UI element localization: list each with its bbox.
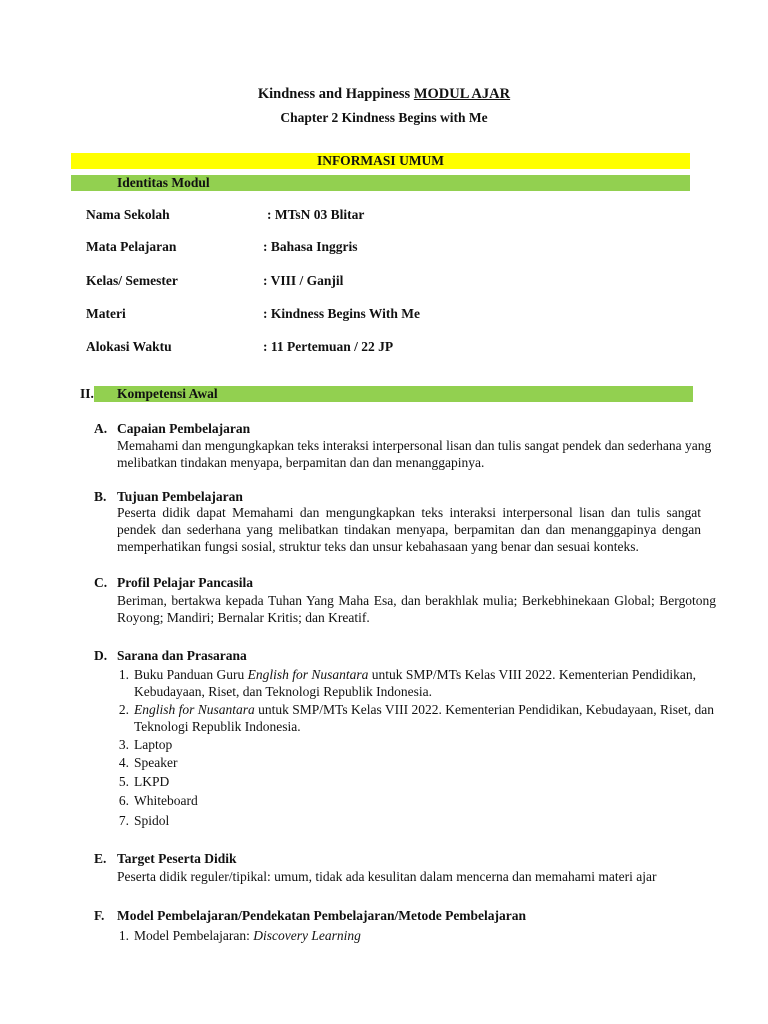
- document-subtitle: Chapter 2 Kindness Begins with Me: [280, 110, 488, 125]
- sarana-item-4-number: 4.: [118, 755, 129, 770]
- section-2-number: II.: [80, 386, 94, 401]
- document-title: [0, 86, 768, 103]
- model-pembelajaran-heading: Model Pembelajaran/Pendekatan Pembelajaran/Metode Pembelajaran: [117, 908, 527, 923]
- model-item-1-pre: Model Pembelajaran:: [134, 928, 254, 943]
- tujuan-pembelajaran-text: Peserta didik dapat Memahami dan mengungkapkan teks interaksi interpersonal lisan dan tulis sangat pendek dan sederhana yang melibatkan tindakan menyapa, berpamitan dan dan menanggapinya dengan memperhatikan fungsi sosial, struktur teks dan unsur kebahasaan yang benar dan sesuai konteks.: [117, 505, 701, 554]
- sarana-item-6: Whiteboard: [134, 793, 198, 808]
- tujuan-pembelajaran-heading: Tujuan Pembelajaran: [117, 489, 243, 504]
- informasi-umum-label: INFORMASI UMUM: [316, 153, 445, 168]
- sarana-item-2-italic: English for Nusantara: [134, 702, 255, 717]
- sarana-item-1-number: 1.: [118, 667, 129, 682]
- target-peserta-text: Peserta didik reguler/tipikal: umum, tidak ada kesulitan dalam mencerna dan memahami materi ajar: [117, 869, 657, 884]
- identitas-modul-bar: [71, 175, 690, 191]
- sarana-item-2-number: 2.: [118, 702, 129, 717]
- profil-pelajar-heading: Profil Pelajar Pancasila: [117, 575, 253, 590]
- value-mata-pelajaran: : Bahasa Inggris: [263, 239, 358, 254]
- target-peserta-heading: Target Peserta Didik: [117, 851, 237, 866]
- model-item-1-italic: Discovery Learning: [253, 928, 361, 943]
- subsection-c-letter: C.: [94, 575, 108, 590]
- kompetensi-awal-bar: [94, 386, 693, 402]
- sarana-item-1: [134, 666, 716, 700]
- label-kelas-semester: Kelas/ Semester: [86, 273, 178, 288]
- value-alokasi-waktu: : 11 Pertemuan / 22 JP: [263, 339, 394, 354]
- sarana-item-5-number: 5.: [118, 774, 129, 789]
- label-materi: Materi: [86, 306, 126, 321]
- sarana-item-1-pre: Buku Panduan Guru: [134, 667, 248, 682]
- model-item-1-number: 1.: [118, 928, 129, 943]
- capaian-pembelajaran-text: Memahami dan mengungkapkan teks interaksi interpersonal lisan dan tulis sangat pendek dan sederhana yang melibatkan tindakan menyapa, berpamitan dan dan menanggapinya.: [117, 438, 712, 470]
- subsection-b-letter: B.: [94, 489, 107, 504]
- title-text: Kindness and Happiness: [257, 86, 414, 102]
- sarana-item-7-number: 7.: [118, 813, 129, 828]
- subsection-d-letter: D.: [94, 648, 108, 663]
- value-kelas-semester: : VIII / Ganjil: [263, 273, 344, 288]
- capaian-pembelajaran-heading: Capaian Pembelajaran: [117, 421, 251, 436]
- sarana-item-7: Spidol: [134, 813, 170, 828]
- value-materi: : Kindness Begins With Me: [263, 306, 421, 321]
- profil-pelajar-text: Beriman, bertakwa kepada Tuhan Yang Maha Esa, dan berakhlak mulia; Berkebhinekaan Global; Bergotong Royong; Mandiri; Bernalar Kritis; dan Kreatif.: [117, 593, 716, 625]
- sarana-item-3-number: 3.: [118, 737, 129, 752]
- sarana-item-1-italic: English for Nusantara: [247, 667, 369, 682]
- label-alokasi-waktu: Alokasi Waktu: [86, 339, 172, 354]
- value-nama-sekolah: : MTsN 03 Blitar: [267, 207, 365, 222]
- model-item-1: [134, 927, 716, 944]
- sarana-item-2: [134, 701, 716, 735]
- subsection-f-letter: F.: [94, 908, 105, 923]
- subsection-a-letter: A.: [94, 421, 108, 436]
- label-nama-sekolah: Nama Sekolah: [86, 207, 170, 222]
- sarana-prasarana-heading: Sarana dan Prasarana: [117, 648, 247, 663]
- sarana-item-6-number: 6.: [118, 793, 129, 808]
- sarana-item-4: Speaker: [134, 755, 178, 770]
- sarana-item-1-post: untuk SMP/MTs Kelas VIII 2022. Kementerian Pendidikan, Kebudayaan, Riset, dan Teknologi Republik Indonesia.: [134, 667, 697, 699]
- subsection-e-letter: E.: [94, 851, 107, 866]
- title-underlined: MODUL AJAR: [413, 86, 511, 102]
- kompetensi-awal-title: Kompetensi Awal: [117, 386, 218, 401]
- sarana-item-5: LKPD: [134, 774, 170, 789]
- label-mata-pelajaran: Mata Pelajaran: [86, 239, 177, 254]
- sarana-item-3: Laptop: [134, 737, 173, 752]
- informasi-umum-bar: [71, 153, 690, 169]
- sarana-item-2-post: untuk SMP/MTs Kelas VIII 2022. Kementerian Pendidikan, Kebudayaan, Riset, dan Teknologi Republik Indonesia.: [134, 702, 715, 734]
- identitas-modul-title: Identitas Modul: [117, 175, 210, 190]
